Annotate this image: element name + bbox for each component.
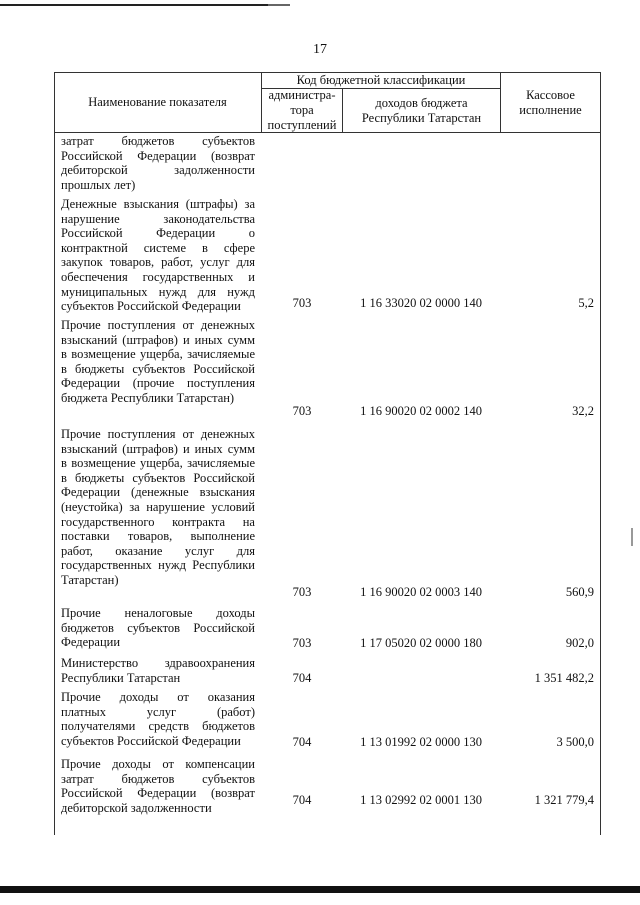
row-budget-code: 1 13 02992 02 0001 130	[360, 793, 482, 807]
top-rule-tail	[268, 4, 290, 6]
row-value: 32,2	[572, 404, 594, 418]
row-budget-code: 1 16 90020 02 0002 140	[360, 404, 482, 418]
header-budget-code: Код бюджетной классификации	[296, 72, 466, 87]
row-name: Министерство здравоохранения Республики Татарстан	[61, 656, 255, 685]
row-name: Прочие доходы от оказания платных услуг (работ) получателями средств бюджетов субъектов Российской Федерации	[61, 690, 255, 748]
row-name: Денежные взыскания (штрафы) за нарушение законодательства Российской Федерации о контрактной системе в сфере закупок товаров, работ, услуг для обеспечения государственных и муниципальных нужд для нужд субъектов Российской Федерации	[61, 197, 255, 314]
row-admin-code: 704	[292, 671, 312, 685]
row-name: Прочие доходы от компенсации затрат бюджетов субъектов Российской Федерации (возврат дебиторской задолженности	[61, 757, 255, 815]
row-budget-code: 1 16 90020 02 0003 140	[360, 585, 482, 599]
header-col-exec: Кассовое исполнение	[519, 87, 582, 117]
col-border-left	[54, 132, 55, 835]
scan-mark	[631, 528, 633, 546]
row-admin-code: 703	[292, 585, 312, 599]
page-number: 17	[313, 42, 327, 57]
row-admin-code: 703	[292, 296, 312, 310]
row-admin-code: 703	[292, 636, 312, 650]
row-value: 5,2	[578, 296, 594, 310]
row-admin-code: 704	[292, 735, 312, 749]
header-col-name: Наименование показателя	[88, 95, 227, 109]
table-header	[54, 72, 600, 132]
row-value: 1 351 482,2	[534, 671, 594, 685]
row-admin-code: 704	[292, 793, 312, 807]
row-budget-code: 1 16 33020 02 0000 140	[360, 296, 482, 310]
row-value: 560,9	[565, 585, 594, 599]
row-value: 902,0	[565, 636, 594, 650]
bottom-scan-border	[0, 886, 640, 893]
row-name: Прочие поступления от денежных взысканий (штрафов) и иных сумм в возмещение ущерба, зачисляемые в бюджеты субъектов Российской Федерации (денежные взыскания (неустойка) за нарушение условий государственного контракта на поставки товаров, выполнение работ, оказание услуг для государственных нужд Республики Татарстан)	[61, 427, 255, 587]
header-col-admin: администра-тора поступлений	[267, 88, 337, 132]
row-budget-code: 1 13 01992 02 0000 130	[360, 735, 482, 749]
row-value: 1 321 779,4	[534, 793, 594, 807]
row-admin-code: 703	[292, 404, 312, 418]
col-border-right	[600, 132, 601, 835]
row-budget-code: 1 17 05020 02 0000 180	[360, 636, 482, 650]
row-value: 3 500,0	[556, 735, 594, 749]
header-col-income: доходов бюджета Республики Татарстан	[361, 95, 482, 125]
row-name: Прочие поступления от денежных взысканий (штрафов) и иных сумм в возмещение ущерба, зачисляемые в бюджеты субъектов Российской Федерации (прочие поступления бюджета Республики Татарстан)	[61, 318, 255, 405]
row-name: Прочие неналоговые доходы бюджетов субъектов Российской Федерации	[61, 606, 255, 650]
top-rule	[0, 4, 268, 6]
row-name: затрат бюджетов субъектов Российской Федерации (возврат дебиторской задолженности прошлых лет)	[61, 134, 255, 192]
